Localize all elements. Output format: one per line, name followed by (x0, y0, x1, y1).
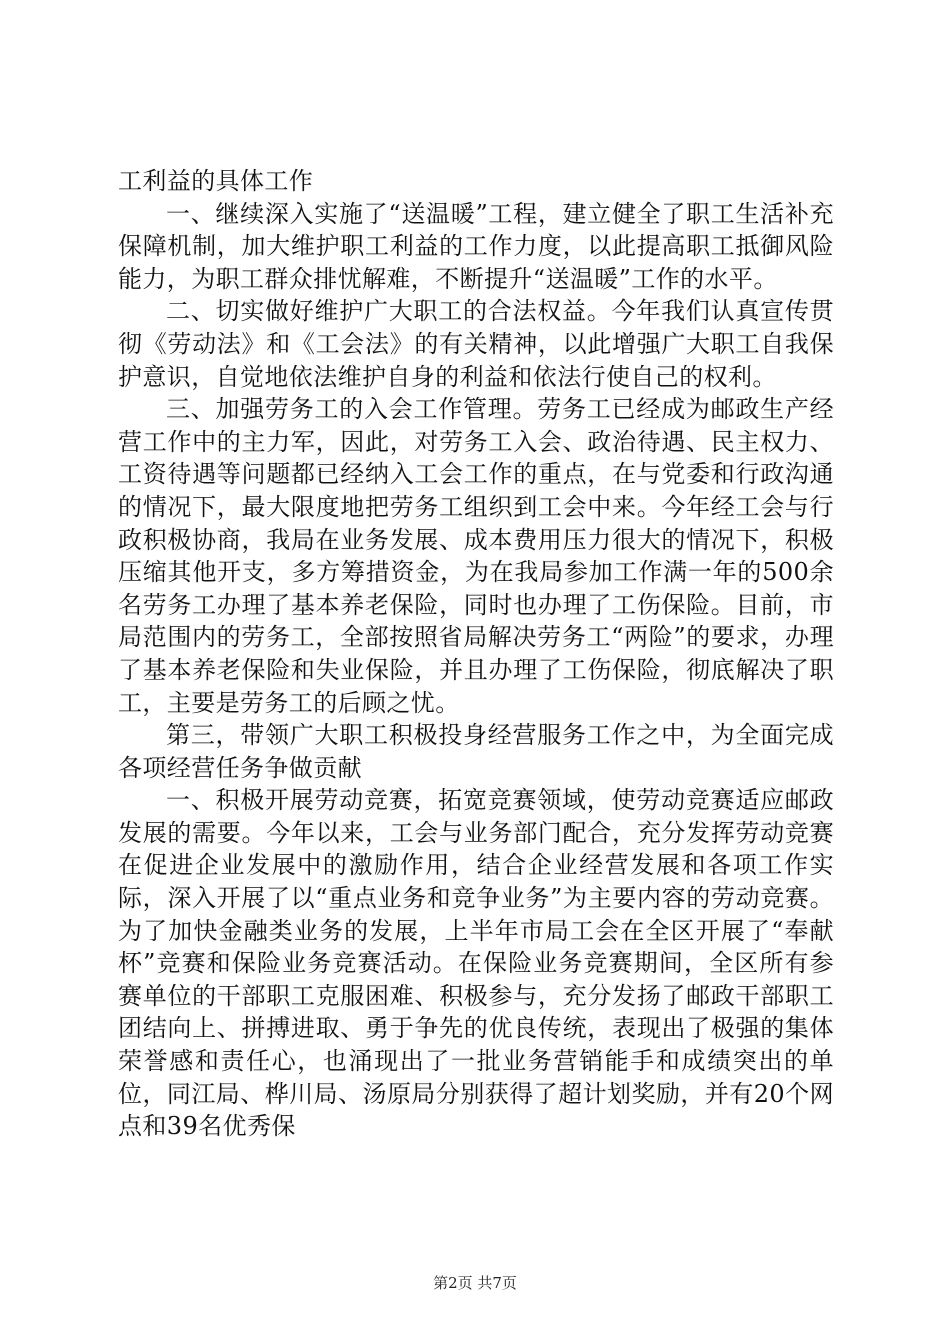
paragraph-4: 三、加强劳务工的入会工作管理。劳务工已经成为邮政生产经营工作中的主力军，因此，对劳务工入会、政治待遇、民主权力、工资待遇等问题都已经纳入工会工作的重点，在与党委和行政沟通的情况下，最大限度地把劳务工组织到工会中来。今年经工会与行政积极协商，我局在业务发展、成本费用压力很大的情况下，积极压缩其他开支，多方筹措资金，为在我局参加工作满一年的500余名劳务工办理了基本养老保险，同时也办理了工伤保险。目前，市局范围内的劳务工，全部按照省局解决劳务工“两险”的要求，办理了基本养老保险和失业保险，并且办理了工伤保险，彻底解决了职工，主要是劳务工的后顾之忧。 (118, 395, 834, 717)
paragraph-5: 第三，带领广大职工积极投身经营服务工作之中，为全面完成各项经营任务争做贡献 (118, 721, 834, 782)
paragraph-2: 一、继续深入实施了“送温暖”工程，建立健全了职工生活补充保障机制，加大维护职工利益的工作力度，以此提高职工抵御风险能力，为职工群众排忧解难，不断提升“送温暖”工作的水平。 (118, 199, 834, 293)
document-body (118, 165, 834, 1143)
paragraph-3: 二、切实做好维护广大职工的合法权益。今年我们认真宣传贯彻《劳动法》和《工会法》的有关精神，以此增强广大职工自我保护意识，自觉地依法维护自身的利益和依法行使自己的权利。 (118, 297, 834, 391)
page-number-footer: 第2页 共7页 (433, 1274, 517, 1292)
paragraph-1: 工利益的具体工作 (118, 167, 314, 195)
paragraph-6: 一、积极开展劳动竞赛，拓宽竞赛领域，使劳动竞赛适应邮政发展的需要。今年以来，工会与业务部门配合，充分发挥劳动竞赛在促进企业发展中的激励作用，结合企业经营发展和各项工作实际，深入开展了以“重点业务和竞争业务”为主要内容的劳动竞赛。为了加快金融类业务的发展，上半年市局工会在全区开展了“奉献杯”竞赛和保险业务竞赛活动。在保险业务竞赛期间，全区所有参赛单位的干部职工克服困难、积极参与，充分发扬了邮政干部职工团结向上、拼搏进取、勇于争先的优良传统，表现出了极强的集体荣誉感和责任心，也涌现出了一批业务营销能手和成绩突出的单位，同江局、桦川局、汤原局分别获得了超计划奖励，并有20个网点和39名优秀保 (118, 786, 834, 1141)
